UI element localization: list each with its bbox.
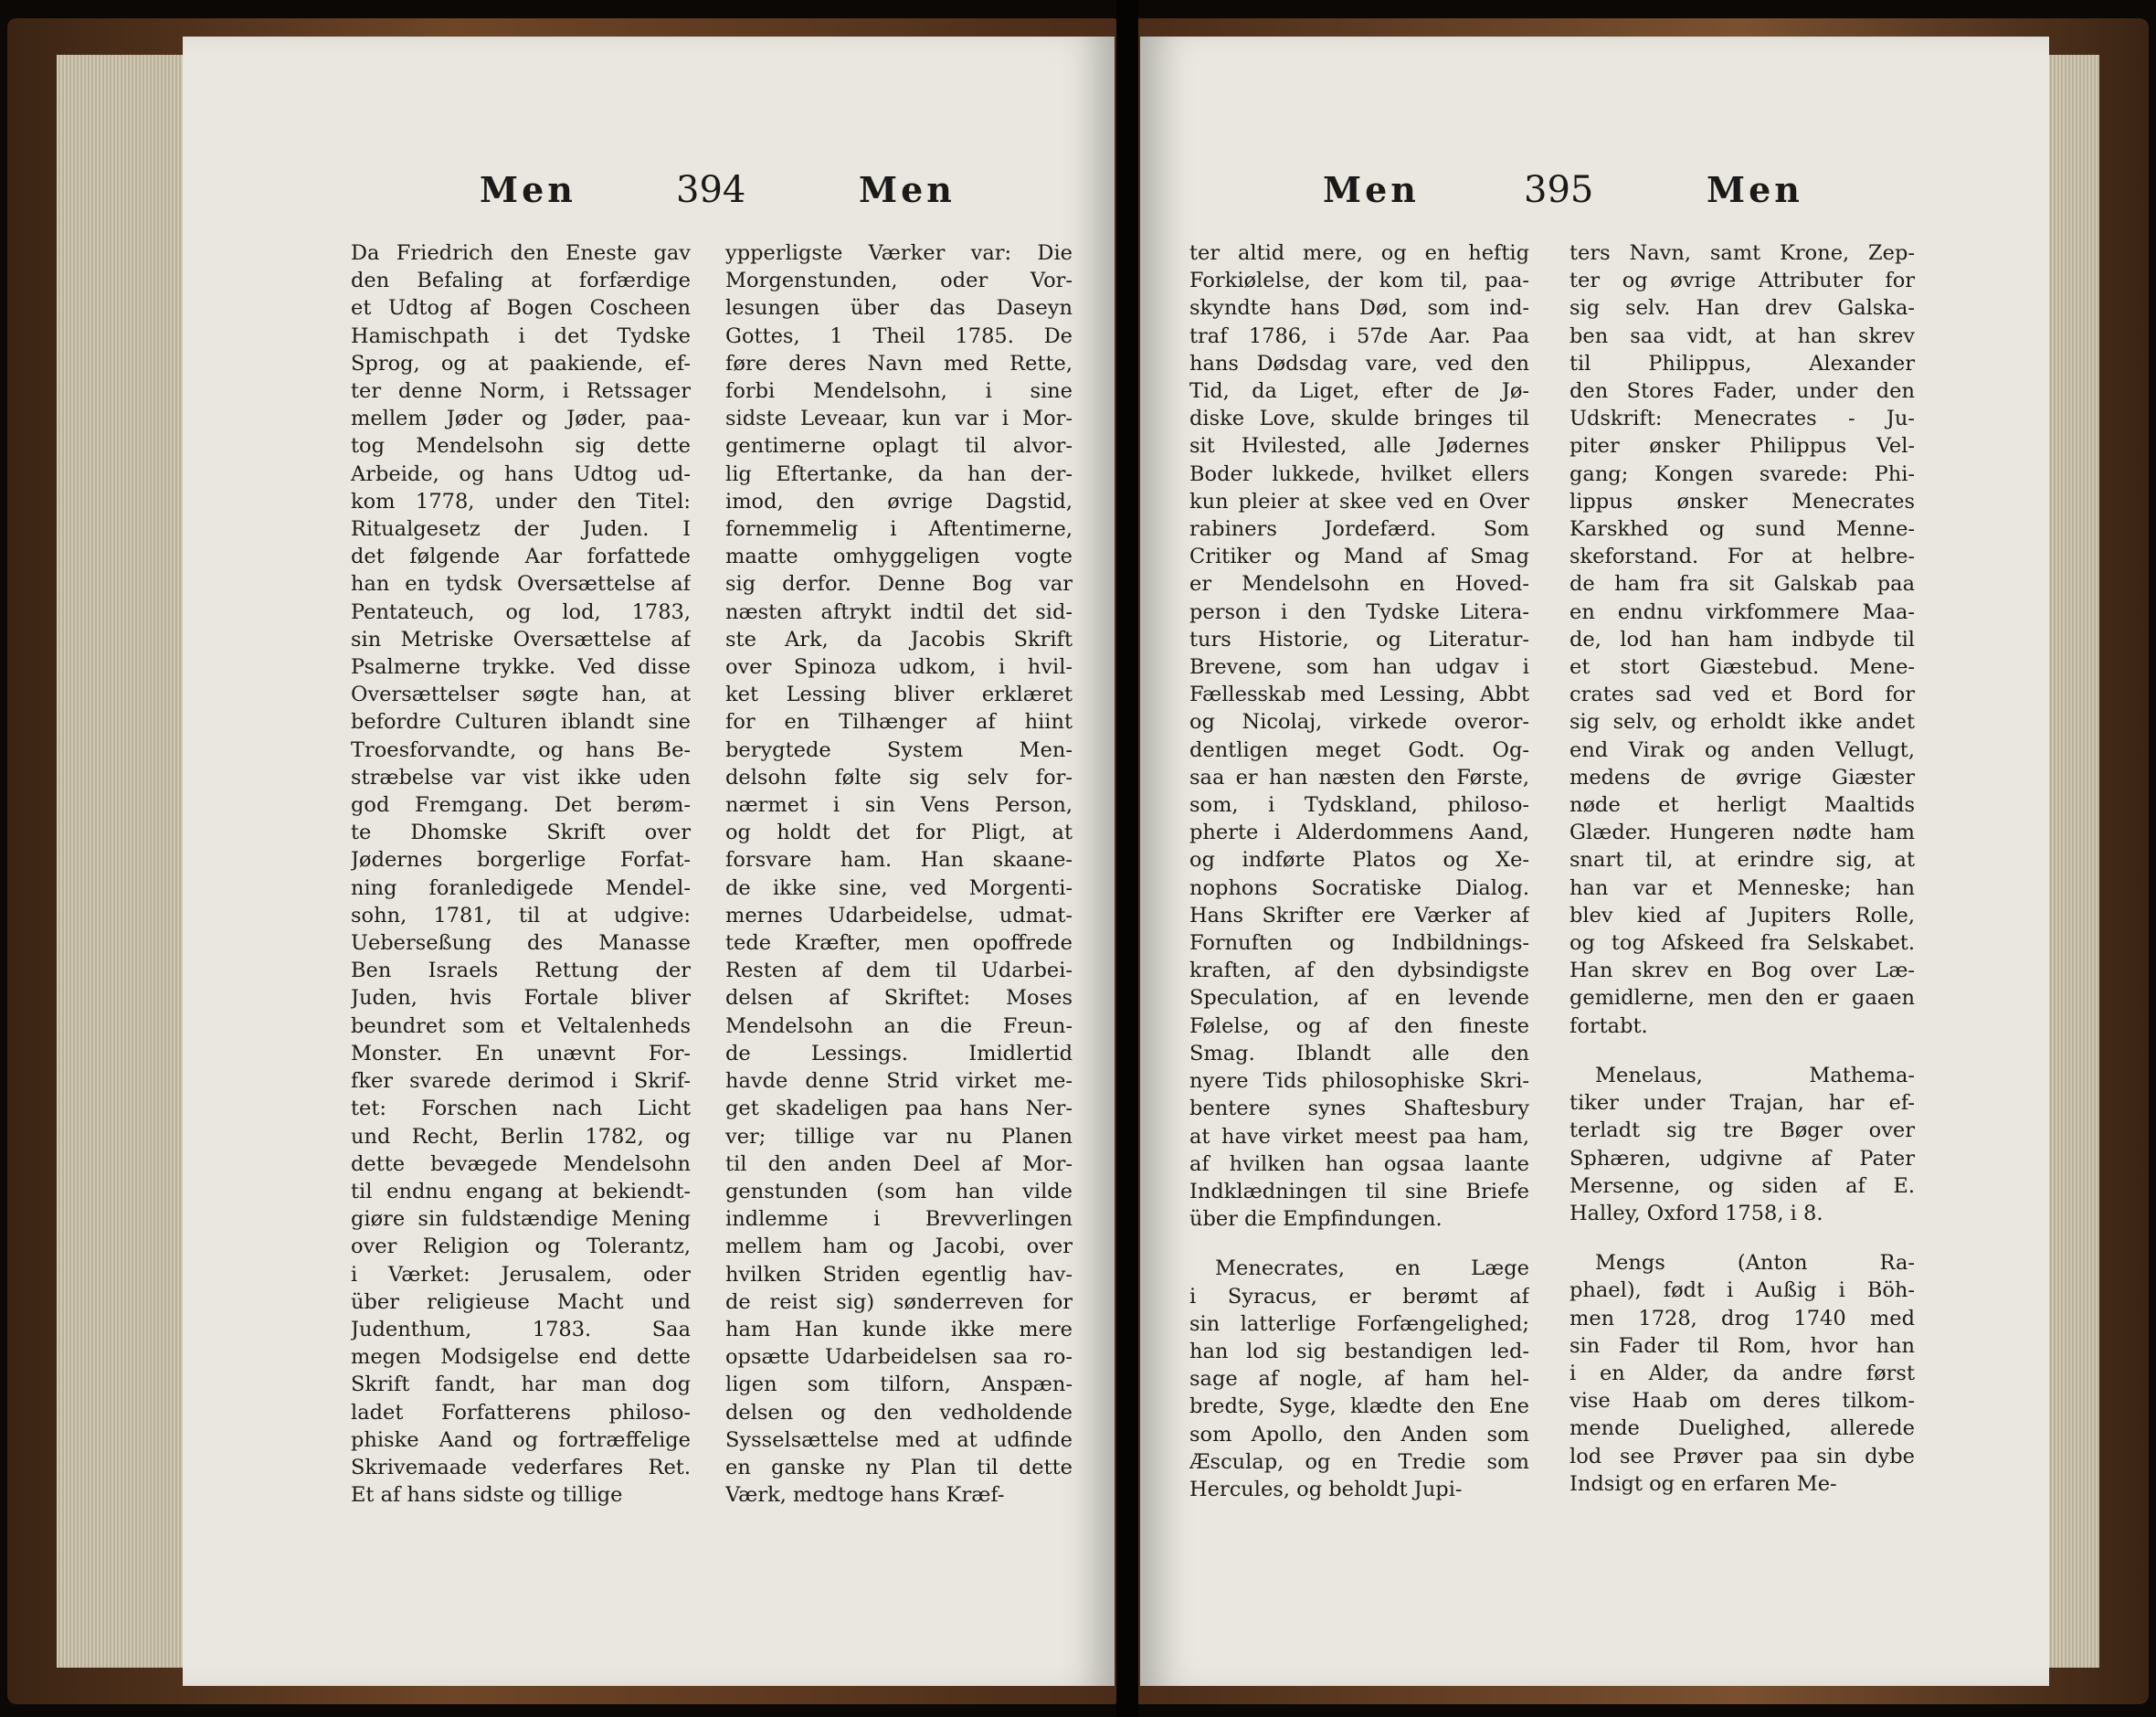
text-line: ham Han kunde ikke mere [725, 1317, 1073, 1341]
text-line: tede Kræfter, men opoffrede [725, 931, 1073, 956]
text-line: gentimerne oplagt til alvor- [725, 434, 1073, 459]
text-line: imod, den øvrige Dagstid, [725, 489, 1073, 514]
text-line: delsen og den vedholdende [725, 1400, 1073, 1425]
text-line: at have virket meest paa ham, [1189, 1124, 1529, 1149]
text-line: nærmet i sin Vens Person, [725, 793, 1073, 818]
right-page-column-2 [1569, 239, 1915, 1498]
text-line: person i den Tydske Litera- [1189, 599, 1529, 624]
text-line: af hvilken han ogsaa laante [1189, 1151, 1529, 1176]
text-line: Morgenstunden, oder Vor- [725, 269, 1073, 293]
text-line: sohn, 1781, til at udgive: [351, 903, 691, 927]
text-line: for en Tilhænger af hiint [725, 710, 1073, 735]
text-line: Værk, medtoge hans Kræf- [725, 1483, 1005, 1508]
text-line: ladet Forfatterens philoso- [351, 1400, 691, 1425]
text-line: Hamischpath i det Tydske [351, 323, 691, 348]
text-line: i Værket: Jerusalem, oder [351, 1262, 691, 1287]
left-page-column-1 [351, 239, 691, 1509]
text-line: næsten aftrykt indtil det sid- [725, 599, 1073, 624]
text-line: en endnu virkfommere Maa- [1569, 599, 1915, 624]
text-line: terladt sig tre Bøger over [1569, 1118, 1915, 1143]
text-line: den Befaling at forfærdige [351, 269, 691, 293]
text-line: phiske Aand og fortræffelige [351, 1427, 691, 1452]
text-line: Gottes, 1 Theil 1785. De [725, 323, 1073, 348]
text-line: ning foranledigede Mendel- [351, 875, 691, 900]
text-line: diske Love, skulde bringes til [1189, 407, 1529, 431]
text-line: Brevene, som han udgav i [1189, 655, 1529, 680]
text-line: kraften, af den dybsindigste [1189, 959, 1529, 983]
text-line: megen Modsigelse end dette [351, 1345, 691, 1370]
text-line: som, i Tydskland, philoso- [1189, 793, 1529, 818]
text-line: mende Duelighed, allerede [1569, 1416, 1915, 1441]
text-line: Karskhed og sund Menne- [1569, 517, 1915, 542]
text-line: sin Fader til Rom, hvor han [1569, 1333, 1915, 1358]
text-line: og Nicolaj, virkede overor- [1189, 710, 1529, 735]
text-line: et Udtog af Bogen Coscheen [351, 296, 691, 321]
text-line: Judenthum, 1783. Saa [351, 1317, 691, 1341]
text-line: get skadeligen paa hans Ner- [725, 1097, 1073, 1121]
text-line: Æsculap, og en Tredie som [1189, 1449, 1529, 1474]
text-line: saa er han næsten den Første, [1189, 765, 1529, 790]
right-head-word-1: Men [1323, 169, 1420, 210]
text-line: maatte omhyggeligen vogte [725, 545, 1073, 569]
text-line: de ikke sine, ved Morgenti- [725, 875, 1073, 900]
right-head-word-2: Men [1707, 169, 1803, 210]
text-line: og holdt det for Pligt, at [725, 821, 1073, 845]
text-line: pherte i Alderdommens Aand, [1189, 821, 1529, 845]
text-line: Indsigt og en erfaren Me- [1569, 1471, 1837, 1496]
book-gutter [1116, 0, 1138, 1717]
text-line: crates sad ved et Bord for [1569, 683, 1915, 707]
text-line: Sysselsættelse med at udfinde [725, 1427, 1073, 1452]
text-line: Smag. Iblandt alle den [1189, 1041, 1529, 1065]
text-line: Sprog, og at paakiende, ef- [351, 351, 691, 376]
text-line: ket Lessing bliver erklæret [725, 683, 1073, 707]
text-line: en ganske ny Plan til dette [725, 1455, 1073, 1479]
text-line: befordre Culturen iblandt sine [351, 710, 691, 735]
text-line: rabiners Jordefærd. Som [1189, 517, 1529, 542]
text-line: Jødernes borgerlige Forfat- [351, 848, 691, 873]
text-line: forbi Mendelsohn, i sine [725, 379, 1073, 404]
text-line: Arbeide, og hans Udtog ud- [351, 461, 691, 486]
text-line: Menelaus, Mathema- [1595, 1063, 1915, 1087]
text-line: Fællesskab med Lessing, Abbt [1189, 683, 1529, 707]
text-line: Oversættelser søgte han, at [351, 683, 691, 707]
text-line: Sphæren, udgivne af Pater [1569, 1146, 1915, 1171]
text-line: genstunden (som han vilde [725, 1179, 1073, 1203]
text-line: lod see Prøver paa sin dybe [1569, 1444, 1915, 1468]
text-line: phael), født i Außig i Böh- [1569, 1278, 1915, 1303]
text-line: og indførte Platos og Xe- [1189, 848, 1529, 873]
text-line: Boder lukkede, hvilket ellers [1189, 461, 1529, 486]
left-head-word-2: Men [859, 169, 956, 210]
text-line: tet: Forschen nach Licht [351, 1097, 691, 1121]
text-line: lippus ønsker Menecrates [1569, 489, 1915, 514]
right-page [1140, 37, 2049, 1686]
right-running-head [1140, 169, 2049, 224]
text-line: Skrift fandt, har man dog [351, 1373, 691, 1397]
text-line: Monster. En unævnt For- [351, 1041, 691, 1065]
text-line: turs Historie, og Literatur- [1189, 627, 1529, 652]
text-line: ligen som tilforn, Anspæn- [725, 1373, 1073, 1397]
text-line: skyndte hans Død, som ind- [1189, 296, 1529, 321]
text-line: Et af hans sidste og tillige [351, 1483, 623, 1508]
text-line: et stort Giæstebud. Mene- [1569, 655, 1915, 680]
text-line: nophons Socratiske Dialog. [1189, 875, 1529, 900]
text-line: Forkiølelse, der kom til, paa- [1189, 269, 1529, 293]
text-line: nøde et herligt Maaltids [1569, 793, 1915, 818]
text-line: forsvare ham. Han skaane- [725, 848, 1073, 873]
text-line: fortabt. [1569, 1013, 1648, 1038]
text-line: Resten af dem til Udarbei- [725, 959, 1073, 983]
text-line: den Stores Fader, under den [1569, 379, 1915, 404]
text-line: mernes Udarbeidelse, udmat- [725, 903, 1073, 927]
text-line: det følgende Aar forfattede [351, 545, 691, 569]
text-line: Juden, hvis Fortale bliver [351, 986, 691, 1011]
text-line: sage af nogle, af ham hel- [1189, 1367, 1529, 1392]
text-line: und Recht, Berlin 1782, og [351, 1124, 691, 1149]
right-page-edges [2045, 55, 2099, 1668]
text-line: Udskrift: Menecrates - Ju- [1569, 407, 1915, 431]
left-page [183, 37, 1115, 1686]
text-line: ver; tillige var nu Planen [725, 1124, 1073, 1149]
text-line: berygtede System Men- [725, 737, 1073, 762]
text-line: sig derfor. Denne Bog var [725, 572, 1073, 597]
text-line: som Apollo, den Anden som [1189, 1422, 1529, 1447]
text-line: indlemme i Brevverlingen [725, 1207, 1073, 1232]
text-line: god Fremgang. Det berøm- [351, 793, 691, 818]
text-line: lig Eftertanke, da han der- [725, 461, 1073, 486]
text-line: bredte, Syge, klædte den Ene [1189, 1394, 1529, 1419]
text-line: snart til, at erindre sig, at [1569, 848, 1915, 873]
text-line: Menecrates, en Læge [1215, 1256, 1529, 1281]
text-line: sin latterlige Forfængelighed; [1189, 1311, 1529, 1336]
text-line: opsætte Udarbeidelsen saa ro- [725, 1345, 1073, 1370]
text-line: til endnu engang at bekiendt- [351, 1179, 691, 1203]
text-line: til Philippus, Alexander [1569, 351, 1915, 376]
text-line: sit Hvilested, alle Jødernes [1189, 434, 1529, 459]
text-line: Mersenne, og siden af E. [1569, 1173, 1915, 1198]
text-line: han en tydsk Oversættelse af [351, 572, 691, 597]
text-line: tiker under Trajan, har ef- [1569, 1091, 1915, 1116]
text-line: havde denne Strid virket me- [725, 1069, 1073, 1094]
text-line: mellem ham og Jacobi, over [725, 1235, 1073, 1259]
text-line: ter denne Norm, i Retssager [351, 379, 691, 404]
text-line: Hans Skrifter ere Værker af [1189, 903, 1529, 927]
text-line: giøre sin fuldstændige Mening [351, 1207, 691, 1232]
left-page-edges [57, 55, 194, 1668]
text-line: ben saa vidt, at han skrev [1569, 323, 1915, 348]
text-line: er Mendelsohn en Hoved- [1189, 572, 1529, 597]
text-line: Speculation, af en levende [1189, 986, 1529, 1011]
text-line: piter ønsker Philippus Vel- [1569, 434, 1915, 459]
text-line: Psalmerne trykke. Ved disse [351, 655, 691, 680]
text-line: Pentateuch, og lod, 1783, [351, 599, 691, 624]
text-line: kom 1778, under den Titel: [351, 489, 691, 514]
text-line: über die Empfindungen. [1189, 1207, 1443, 1232]
text-line: beundret som et Veltalenheds [351, 1013, 691, 1038]
text-line: Glæder. Hungeren nødte ham [1569, 821, 1915, 845]
text-line: han var et Menneske; han [1569, 875, 1915, 900]
text-line: men 1728, drog 1740 med [1569, 1306, 1915, 1330]
text-line: ters Navn, samt Krone, Zep- [1569, 241, 1915, 265]
text-line: blev kied af Jupiters Rolle, [1569, 903, 1915, 927]
text-line: ter og øvrige Attributer for [1569, 269, 1915, 293]
text-line: kun pleier at skee ved en Over [1189, 489, 1529, 514]
left-page-number: 394 [676, 169, 746, 211]
text-line: sin Metriske Oversættelse af [351, 627, 691, 652]
text-line: de reist sig) sønderreven for [725, 1289, 1073, 1314]
text-line: Da Friedrich den Eneste gav [351, 241, 691, 265]
text-line: gemidlerne, men den er gaaen [1569, 986, 1915, 1011]
text-line: dentligen meget Godt. Og- [1189, 737, 1529, 762]
text-line: Halley, Oxford 1758, i 8. [1569, 1201, 1823, 1225]
text-line: sig selv. Han drev Galska- [1569, 296, 1915, 321]
text-line: end Virak og anden Vellugt, [1569, 737, 1915, 762]
text-line: fker svarede derimod i Skrif- [351, 1069, 691, 1094]
text-line: i en Alder, da andre først [1569, 1361, 1915, 1385]
text-line: Mengs (Anton Ra- [1595, 1251, 1915, 1276]
text-line: medens de øvrige Giæster [1569, 765, 1915, 790]
text-line: de ham fra sit Galskab paa [1569, 572, 1915, 597]
text-line: Troesforvandte, og hans Be- [351, 737, 691, 762]
text-line: stræbelse var vist ikke uden [351, 765, 691, 790]
text-line: vise Haab om deres tilkom- [1569, 1389, 1915, 1414]
left-page-column-2 [725, 239, 1073, 1509]
text-line: ter altid mere, og en heftig [1189, 241, 1529, 265]
text-line: nyere Tids philosophiske Skri- [1189, 1069, 1529, 1094]
text-line: Fornuften og Indbildnings- [1189, 931, 1529, 956]
text-line: hvilken Striden egentlig hav- [725, 1262, 1073, 1287]
text-line: delsohn følte sig selv for- [725, 765, 1073, 790]
text-line: sig selv, og erholdt ikke andet [1569, 710, 1915, 735]
text-line: Ueberseßung des Manasse [351, 931, 691, 956]
text-line: og tog Afskeed fra Selskabet. [1569, 931, 1915, 956]
text-line: tog Mendelsohn sig dette [351, 434, 691, 459]
text-line: Skrivemaade vederfares Ret. [351, 1455, 691, 1479]
right-page-column-1 [1189, 239, 1529, 1503]
text-line: Hercules, og beholdt Jupi- [1189, 1477, 1463, 1501]
text-line: over Spinoza udkom, i hvil- [725, 655, 1073, 680]
text-line: i Syracus, er berømt af [1189, 1284, 1529, 1309]
text-line: skeforstand. For at helbre- [1569, 545, 1915, 569]
text-line: over Religion og Tolerantz, [351, 1235, 691, 1259]
text-line: Ben Israels Rettung der [351, 959, 691, 983]
text-line: til den anden Deel af Mor- [725, 1151, 1073, 1176]
right-page-number: 395 [1524, 169, 1594, 211]
text-line: delsen af Skriftet: Moses [725, 986, 1073, 1011]
text-line: de, lod han ham indbyde til [1569, 627, 1915, 652]
text-line: über religieuse Macht und [351, 1289, 691, 1314]
text-line: de Lessings. Imidlertid [725, 1041, 1073, 1065]
text-line: føre deres Navn med Rette, [725, 351, 1073, 376]
text-line: fornemmelig i Aftentimerne, [725, 517, 1073, 542]
text-line: mellem Jøder og Jøder, paa- [351, 407, 691, 431]
left-running-head [183, 169, 1115, 224]
text-line: traf 1786, i 57de Aar. Paa [1189, 323, 1529, 348]
left-head-word-1: Men [480, 169, 576, 210]
text-line: Følelse, og af den fineste [1189, 1013, 1529, 1038]
text-line: Critiker og Mand af Smag [1189, 545, 1529, 569]
text-line: Ritualgesetz der Juden. I [351, 517, 691, 542]
text-line: te Dhomske Skrift over [351, 821, 691, 845]
text-line: dette bevægede Mendelsohn [351, 1151, 691, 1176]
text-line: hans Dødsdag vare, ved den [1189, 351, 1529, 376]
text-line: gang; Kongen svarede: Phi- [1569, 461, 1915, 486]
text-line: ste Ark, da Jacobis Skrift [725, 627, 1073, 652]
text-line: Han skrev en Bog over Læ- [1569, 959, 1915, 983]
text-line: sidste Leveaar, kun var i Mor- [725, 407, 1073, 431]
text-line: han lod sig bestandigen led- [1189, 1339, 1529, 1363]
text-line: Mendelsohn an die Freun- [725, 1013, 1073, 1038]
text-line: lesungen über das Daseyn [725, 296, 1073, 321]
text-line: bentere synes Shaftesbury [1189, 1097, 1529, 1121]
text-line: Indklædningen til sine Briefe [1189, 1179, 1529, 1203]
text-line: Tid, da Liget, efter de Jø- [1189, 379, 1529, 404]
text-line: ypperligste Værker var: Die [725, 241, 1073, 265]
